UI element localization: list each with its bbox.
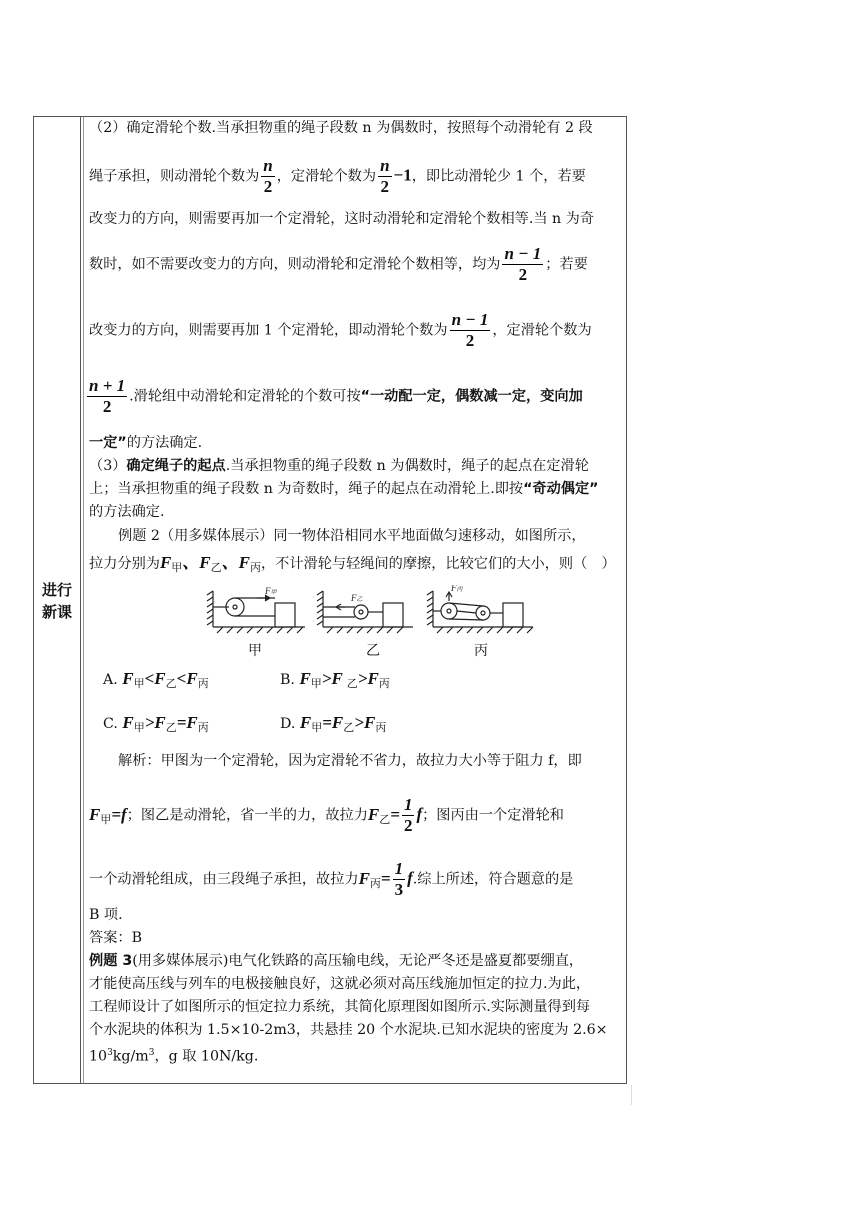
para3-line3: 的方法确定.	[89, 504, 165, 520]
eq-yi: $F_乙=$	[367, 804, 400, 826]
numerator: 1	[394, 859, 404, 878]
fraction-n-plus-1-over-2	[87, 376, 127, 417]
denominator: 2	[380, 177, 390, 196]
denominator: 2	[102, 397, 112, 416]
para2-line1: （2）确定滑轮个数.当承担物重的绳子段数 n 为偶数时，按照每个动滑轮有 2 段	[89, 120, 593, 136]
option-expr: $F_甲=F_乙>F_丙$	[299, 713, 387, 734]
para2-line4	[89, 244, 588, 285]
fraction-third	[393, 859, 406, 900]
fig-label-jia: F甲	[265, 586, 277, 596]
option-label: C.	[103, 716, 118, 732]
option-a	[103, 670, 209, 693]
text: 10	[89, 1048, 108, 1065]
denominator: 2	[518, 265, 528, 284]
caption-bing: 丙	[474, 643, 488, 659]
text: ，不计滑轮与轻绳间的摩擦，比较它们的大小，则（ ）	[260, 556, 616, 572]
text: 数时，如不需要改变力的方向，则动滑轮和定滑轮个数相等，均为	[89, 256, 501, 273]
denominator: 2	[263, 177, 273, 196]
fraction-n-over-2-minus-1	[378, 156, 391, 197]
bold-text: 一定”	[89, 435, 127, 451]
example3-line2: 才能使高压线与列车的电极接触良好，这就必须对高压线施加恒定的拉力.为此，	[89, 976, 591, 992]
text: ；图丙由一个定滑轮和	[422, 807, 564, 824]
text: （3）	[89, 458, 127, 474]
option-b	[280, 670, 390, 693]
text: ，即比动滑轮少 1 个，若要	[411, 168, 586, 185]
section-label	[34, 579, 80, 623]
bold-text: 确定绳子的起点	[126, 458, 226, 474]
text: 上；当承担物重的绳子段数 n 为奇数时，绳子的起点在动滑轮上.即按	[89, 481, 524, 497]
solution-line1: 解析：甲图为一个定滑轮，因为定滑轮不省力，故拉力大小等于阻力 f，即	[118, 753, 582, 769]
example3-title: 例题 3	[89, 953, 133, 969]
example2-line2	[89, 554, 616, 577]
page-edge-mark	[631, 1085, 632, 1105]
minus-one: −1	[393, 165, 412, 185]
text: .综上所述，符合题意的是	[412, 871, 574, 888]
text: ，定滑轮个数为	[492, 322, 592, 339]
caption-yi: 乙	[366, 643, 380, 659]
example2-line1: 例题 2（用多媒体展示）同一物体沿相同水平地面做匀速移动，如图所示，	[118, 528, 586, 544]
numerator: n − 1	[451, 310, 489, 329]
text: kg/m	[112, 1048, 149, 1065]
force-list: $F_甲$、$F_乙$、$F_丙$	[159, 553, 261, 574]
solution-line2: $F_甲=f$；图乙是动滑轮，省一半的力，故拉力$F_乙=$ $\frac{1}{2}$ f；图丙由一个定滑轮和	[89, 795, 564, 835]
text: 改变力的方向，则需要再加 1 个定滑轮，即动滑轮个数为	[89, 322, 448, 339]
eq-bing: $F_丙=$	[358, 868, 391, 890]
text: .滑轮组中动滑轮和定滑轮的个数可按	[129, 388, 361, 405]
text: 绳子承担，则动滑轮个数为	[89, 168, 260, 185]
section-label-line2: 新课	[41, 603, 72, 621]
solution-line3: 一个动滑轮组成，由三段绳子承担，故拉力$F_丙=$ $\frac{1}{3}$ f.综上所述，符合题意的是	[89, 859, 574, 899]
eq-jia: $F_甲=f$	[89, 804, 127, 826]
para2-line3: 改变力的方向，则需要再加一个定滑轮，这时动滑轮和定滑轮个数相等.当 n 为奇	[89, 211, 595, 227]
fig-label-yi: F乙	[351, 593, 363, 603]
section-label-line1: 进行	[41, 581, 72, 599]
fraction-n-minus-1-over-2-b	[450, 310, 491, 351]
fraction-n-minus-1-over-2	[502, 244, 543, 285]
para3-line1	[89, 457, 589, 475]
pulley-figures	[205, 585, 625, 637]
option-label: D.	[280, 716, 296, 732]
fraction-n-over-2	[261, 156, 274, 197]
option-expr: $F_甲>F_乙=F_丙$	[122, 713, 209, 734]
para2-line2	[89, 156, 586, 197]
text: ，定滑轮个数为	[276, 168, 377, 185]
superscript: 3	[107, 1048, 113, 1058]
column-divider-inner	[83, 117, 84, 1083]
numerator: 1	[403, 795, 413, 814]
option-d	[280, 714, 386, 737]
denominator: 2	[465, 331, 475, 350]
superscript: 3	[148, 1048, 155, 1058]
numerator: n	[263, 156, 273, 175]
example3-line4: 个水泥块的体积为 1.5×10-2m3，共悬挂 20 个水泥块.已知水泥块的密度为 2.6×	[89, 1022, 608, 1038]
numerator: n − 1	[504, 244, 542, 263]
answer: 答案：B	[89, 930, 142, 946]
column-divider	[80, 117, 81, 1083]
para2-line7	[89, 434, 202, 452]
example3-line1	[89, 952, 583, 970]
numerator: n + 1	[89, 376, 126, 395]
para2-line6	[89, 376, 583, 417]
text: 拉力分别为	[89, 556, 160, 572]
fig-label-bing: F丙	[451, 585, 463, 593]
text: ，g 取 10N/kg.	[154, 1048, 259, 1065]
denominator: 3	[394, 880, 404, 899]
text: (用多媒体展示)电气化铁路的高压输电线，无论严冬还是盛夏都要绷直，	[132, 953, 584, 969]
bold-text: “一动配一定，偶数减一定，变向加	[360, 388, 583, 405]
option-label: B.	[280, 672, 295, 688]
fraction-half	[402, 795, 415, 836]
solution-line4: B 项.	[89, 907, 123, 923]
text: 的方法确定.	[126, 435, 203, 451]
example3-line3: 工程师设计了如图所示的恒定拉力系统，其简化原理图如图所示.实际测量得到每	[89, 999, 591, 1015]
option-label: A.	[103, 672, 118, 688]
example3-line5	[89, 1044, 258, 1066]
option-c	[103, 714, 209, 737]
text: .当承担物重的绳子段数 n 为偶数时，绳子的起点在定滑轮	[225, 458, 589, 474]
option-expr: $F_甲>F$ $_乙>F_丙$	[299, 669, 390, 690]
bold-text: “奇动偶定”	[523, 481, 599, 497]
option-expr: $F_甲<F_乙<F_丙$	[122, 669, 209, 690]
caption-jia: 甲	[248, 643, 262, 659]
numerator: n	[380, 156, 390, 175]
text: ；图乙是动滑轮，省一半的力，故拉力	[126, 807, 368, 824]
text: ；若要	[545, 256, 588, 273]
denominator: 2	[403, 816, 413, 835]
para2-line5	[89, 310, 592, 351]
text: 一个动滑轮组成，由三段绳子承担，故拉力	[89, 871, 359, 888]
para3-line2	[89, 480, 599, 498]
